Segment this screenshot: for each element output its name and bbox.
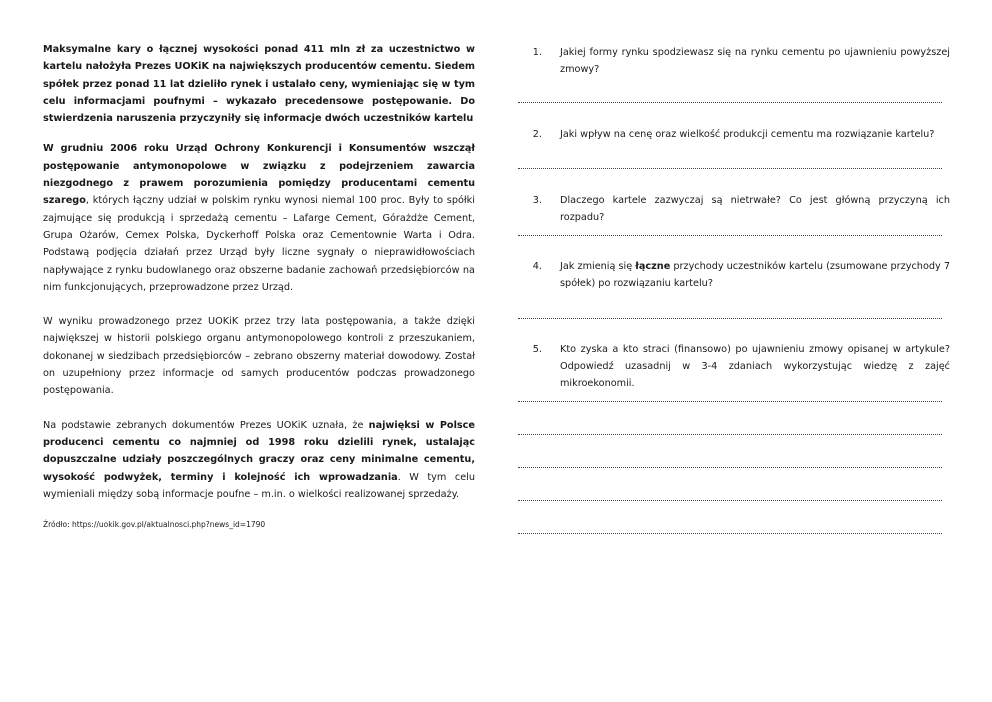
answer-line-5b[interactable] <box>518 434 942 435</box>
question-3 <box>518 192 950 226</box>
article-paragraph-3-rest: . W tym celu wymieniali między sobą informacje poufne – m.in. o wielkości realizowanej sprzedaży. <box>43 471 475 500</box>
article-paragraph-2: W wyniku prowadzonego przez UOKiK przez trzy lata postępowania, a także dzięki największej w historii polskiego organu antymonopolowego kontroli z przeszukaniem, dokonanej w siedzibach przedsiębiorców – zebrano obszerny materiał dowodowy. Został on uzupełniony przez informacje od samych producentów podczas prowadzonego postępowania. <box>43 316 475 397</box>
answer-line-3[interactable] <box>518 235 942 236</box>
question-4-text-start: Jak zmienią się <box>560 261 636 272</box>
article-paragraph-1 <box>43 140 475 296</box>
article-lead: Maksymalne kary o łącznej wysokości ponad 411 mln zł za uczestnictwo w kartelu nałożyła Prezes UOKiK na największych producentów cementu. Siedem spółek przez ponad 11 lat dzieliło rynek i ustalało ceny, wymieniając się w tym celu informacjami poufnymi – wykazało precedensowe postępowanie. Do stwierdzenia naruszenia przyczyniły się informacje dwóch uczestników kartelu <box>43 44 475 125</box>
article-paragraph-3-bold: najwięksi w Polsce producenci cementu co najmniej od 1998 roku dzielili rynek, ustalając dopuszczalne udziały poszczególnych graczy oraz ceny minimalne cementu, wysokość podwyżek, terminy i kolejność ich wprowadzania <box>43 419 475 483</box>
article-paragraph-3-start: Na podstawie zebranych dokumentów Prezes UOKiK uznała, że <box>43 419 369 431</box>
answer-line-1[interactable] <box>518 102 942 103</box>
question-4-number: 4. <box>532 261 542 272</box>
source-note: Źródło: https://uokik.gov.pl/aktualnosci.php?news_id=1790 <box>43 520 266 530</box>
question-5-text: Kto zyska a kto straci (finansowo) po ujawnieniu zmowy opisanej w artykule? Odpowiedź uzasadnij w 3-4 zdaniach wykorzystując wiedzę z zajęć mikroekonomii. <box>560 344 950 389</box>
article-paragraph-1-rest: , których łączny udział w polskim rynku wynosi niemal 100 proc. Były to spółki zajmujące się produkcją i sprzedażą cementu – Lafarge Cement, Górażdże Cement, Grupa Ożarów, Cemex Polska, Dyckerhoff Polska oraz Cementownie Warta i Odra. Podstawą podjęcia działań przez Urząd były liczne sygnały o nieprawidłowościach napływające z rynku budowlanego oraz obszerne badanie zachowań przedsiębiorców na nim funkcjonujących, przeprowadzone przez Urząd. <box>43 195 475 293</box>
question-4-text-rest: przychody uczestników kartelu (zsumowane przychody 7 spółek) po rozwiązaniu kartelu? <box>560 261 950 289</box>
answer-line-5e[interactable] <box>518 533 942 534</box>
question-4 <box>518 258 950 292</box>
article-paragraph-1-bold: W grudniu 2006 roku Urząd Ochrony Konkurencji i Konsumentów wszczął postępowanie antymonopolowe w związku z podejrzeniem zawarcia niezgodnego z prawem porozumienia pomiędzy producentami cementu szarego <box>43 143 475 207</box>
answer-line-5c[interactable] <box>518 467 942 468</box>
question-1 <box>518 44 950 78</box>
answer-line-4[interactable] <box>518 318 942 319</box>
question-1-text: Jakiej formy rynku spodziewasz się na rynku cementu po ujawnieniu powyższej zmowy? <box>560 47 950 75</box>
question-4-text-bold: łączne <box>635 261 671 272</box>
answer-line-2[interactable] <box>518 168 942 169</box>
answer-line-5d[interactable] <box>518 500 942 501</box>
question-3-number: 3. <box>532 195 542 206</box>
article-column <box>43 41 475 531</box>
question-2-text: Jaki wpływ na cenę oraz wielkość produkcji cementu ma rozwiązanie kartelu? <box>560 129 935 140</box>
question-2-number: 2. <box>532 129 542 140</box>
question-5-number: 5. <box>532 344 542 355</box>
question-2 <box>518 126 950 143</box>
answer-line-5a[interactable] <box>518 401 942 402</box>
question-1-number: 1. <box>532 47 542 58</box>
article-paragraph-3 <box>43 417 475 503</box>
question-4-text <box>560 258 950 292</box>
question-3-text: Dlaczego kartele zazwyczaj są nietrwałe? Co jest główną przyczyną ich rozpadu? <box>560 195 950 223</box>
question-5 <box>518 341 950 392</box>
